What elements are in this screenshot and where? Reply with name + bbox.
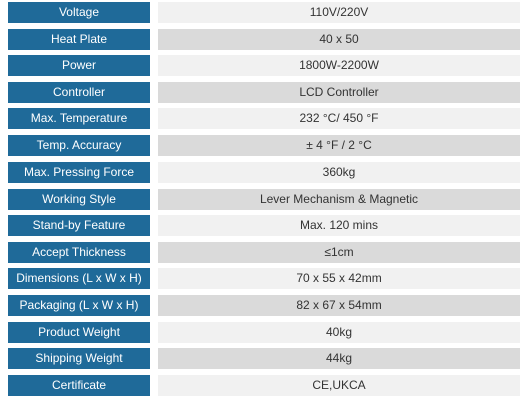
spec-label: Packaging (L x W x H)	[8, 295, 150, 316]
spec-value: ≤1cm	[158, 242, 520, 263]
spec-label: Max. Pressing Force	[8, 162, 150, 183]
spec-row-working-style	[8, 189, 520, 210]
spec-label: Certificate	[8, 375, 150, 396]
spec-label: Power	[8, 55, 150, 76]
spec-value: Max. 120 mins	[158, 215, 520, 236]
spec-row-controller	[8, 82, 520, 103]
spec-value: 360kg	[158, 162, 520, 183]
spec-row-dimensions	[8, 268, 520, 289]
spec-row-temp-accuracy	[8, 135, 520, 156]
spec-value: 40 x 50	[158, 29, 520, 50]
spec-value: 1800W-2200W	[158, 55, 520, 76]
spec-value: 40kg	[158, 322, 520, 343]
spec-value: 70 x 55 x 42mm	[158, 268, 520, 289]
spec-row-product-weight	[8, 322, 520, 343]
spec-label: Accept Thickness	[8, 242, 150, 263]
spec-row-shipping-weight	[8, 348, 520, 369]
spec-row-heat-plate	[8, 29, 520, 50]
spec-label: Product Weight	[8, 322, 150, 343]
spec-row-certificate	[8, 375, 520, 396]
spec-value: LCD Controller	[158, 82, 520, 103]
spec-value: 82 x 67 x 54mm	[158, 295, 520, 316]
spec-label: Max. Temperature	[8, 108, 150, 129]
spec-row-accept-thickness	[8, 242, 520, 263]
spec-value: 44kg	[158, 348, 520, 369]
spec-row-packaging	[8, 295, 520, 316]
spec-label: Voltage	[8, 2, 150, 23]
spec-value: CE,UKCA	[158, 375, 520, 396]
spec-row-max-temperature	[8, 108, 520, 129]
spec-value: Lever Mechanism & Magnetic	[158, 189, 520, 210]
spec-row-power	[8, 55, 520, 76]
spec-label: Dimensions (L x W x H)	[8, 268, 150, 289]
spec-label: Heat Plate	[8, 29, 150, 50]
spec-row-max-pressing-force	[8, 162, 520, 183]
spec-value: 232 °C/ 450 °F	[158, 108, 520, 129]
spec-row-stand-by-feature	[8, 215, 520, 236]
spec-label: Controller	[8, 82, 150, 103]
spec-label: Shipping Weight	[8, 348, 150, 369]
spec-label: Stand-by Feature	[8, 215, 150, 236]
spec-value: ± 4 °F / 2 °C	[158, 135, 520, 156]
spec-label: Temp. Accuracy	[8, 135, 150, 156]
spec-row-voltage	[8, 2, 520, 23]
spec-label: Working Style	[8, 189, 150, 210]
spec-value: 110V/220V	[158, 2, 520, 23]
